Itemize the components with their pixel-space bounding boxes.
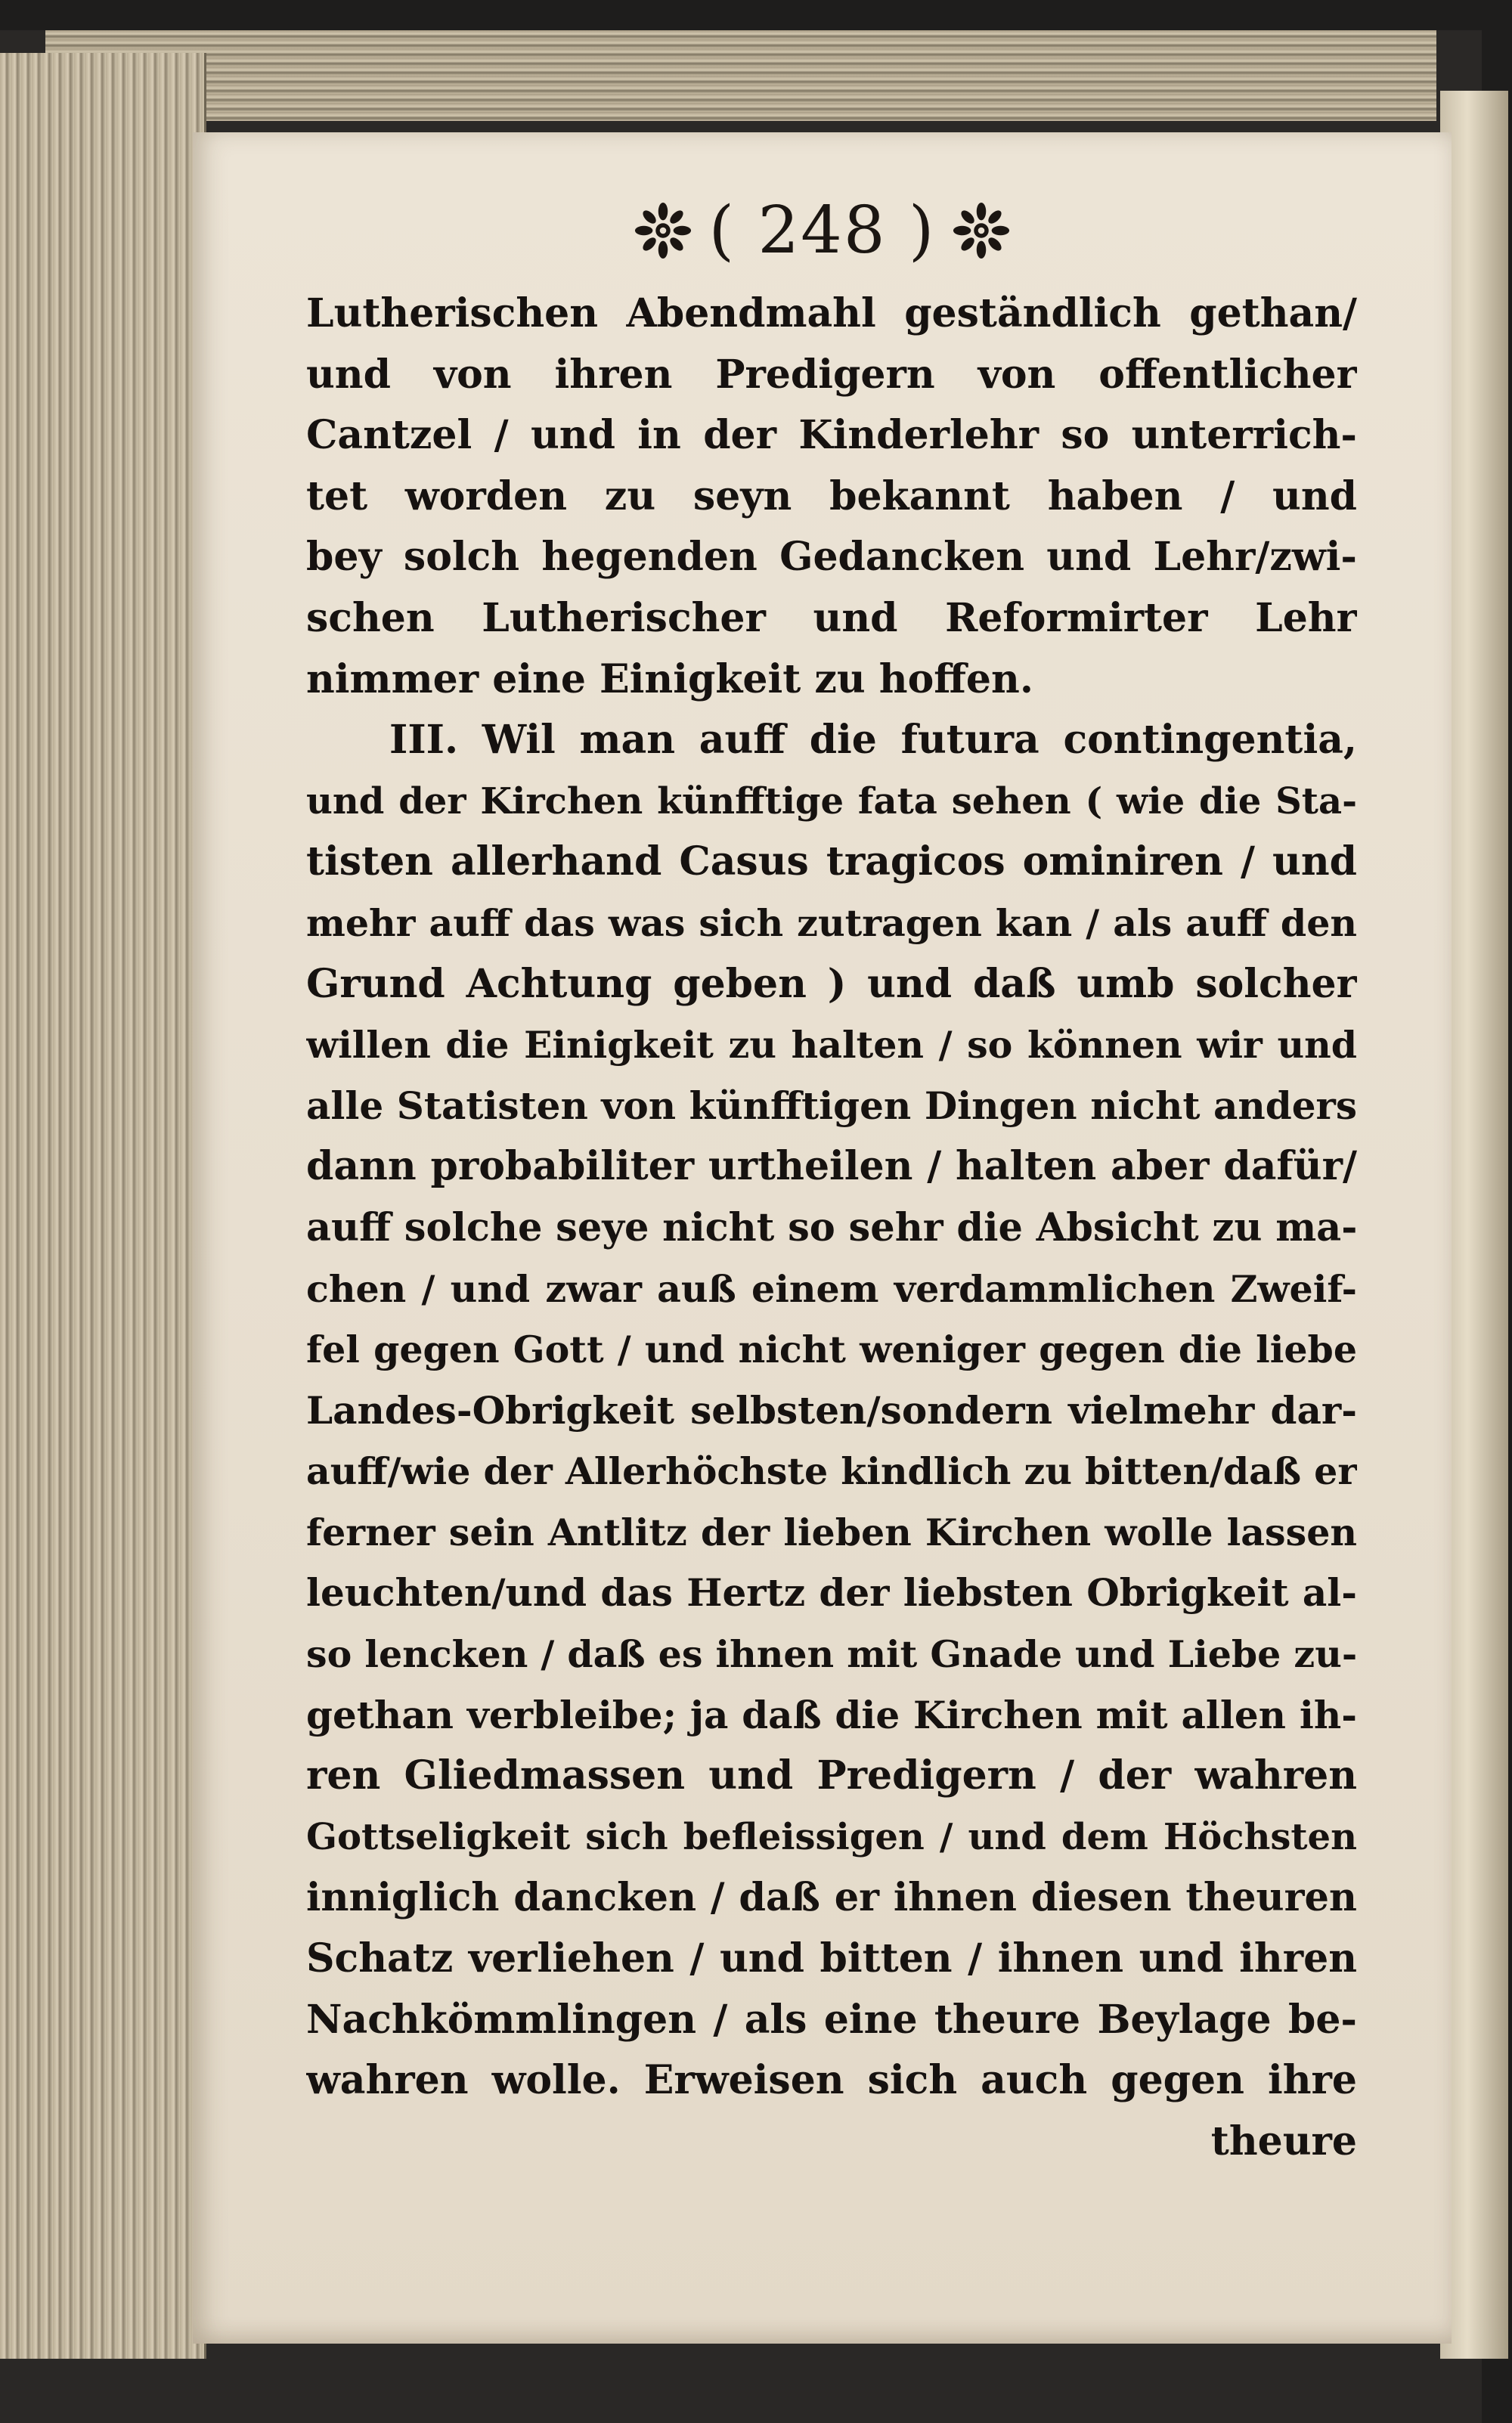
text-line: leuchten/und das Hertz der liebsten Obrigkeit al- xyxy=(306,1570,1357,1616)
text-line: Schatz verliehen / und bitten / ihnen und ihren xyxy=(306,1935,1357,1982)
catchword: theure xyxy=(1210,2118,1357,2164)
text-line: willen die Einigkeit zu halten / so können wir und xyxy=(306,1023,1357,1067)
text-line: Cantzel / und in der Kinderlehr so unterrich- xyxy=(306,412,1357,459)
text-line: ren Gliedmassen und Predigern / der wahren xyxy=(306,1752,1357,1799)
text-line: und von ihren Predigern von offentlicher xyxy=(306,351,1357,398)
text-line: Nachkömmlingen / als eine theure Beylage be- xyxy=(306,1996,1357,2043)
text-line: Lutherischen Abendmahl geständlich gethan/ xyxy=(306,290,1357,336)
rosette-ornament-icon xyxy=(634,201,692,260)
text-line: so lencken / daß es ihnen mit Gnade und Liebe zu- xyxy=(306,1632,1357,1677)
text-line: mehr auff das was sich zutragen kan / als auff den xyxy=(306,900,1357,945)
text-line: chen / und zwar auß einem verdammlichen Zweif- xyxy=(306,1266,1357,1311)
text-line: III. Wil man auff die futura contingentia, xyxy=(389,717,1357,764)
page-header xyxy=(193,185,1452,276)
text-line: gethan verbleibe; ja daß die Kirchen mit allen ih- xyxy=(306,1692,1357,1737)
text-line: auff/wie der Allerhöchste kindlich zu bitten/daß er xyxy=(306,1449,1357,1494)
paragraph-iii xyxy=(306,710,1357,2172)
page-number: ( 248 ) xyxy=(708,193,936,268)
text-line: inniglich dancken / daß er ihnen diesen theuren xyxy=(306,1875,1357,1921)
text-line: Landes-Obrigkeit selbsten/sondern vielmehr dar- xyxy=(306,1387,1357,1433)
text-line: alle Statisten von künfftigen Dingen nicht anders xyxy=(306,1083,1357,1128)
rosette-ornament-icon xyxy=(952,201,1011,260)
text-line: dann probabiliter urtheilen / halten aber dafür/ xyxy=(306,1143,1357,1190)
text-line: und der Kirchen künfftige fata sehen ( wie die Sta- xyxy=(306,779,1357,823)
left-page-edges xyxy=(0,53,206,2359)
text-line: tet worden zu seyn bekannt haben / und xyxy=(306,473,1357,519)
text-line: wahren wolle. Erweisen sich auch gegen ihre xyxy=(306,2057,1357,2104)
text-line: fel gegen Gott / und nicht weniger gegen die liebe xyxy=(306,1328,1357,1372)
text-line: nimmer eine Einigkeit zu hoffen. xyxy=(306,655,1033,702)
text-line: bey solch hegenden Gedancken und Lehr/zwi- xyxy=(306,534,1357,581)
text-line: tisten allerhand Casus tragicos ominiren / und xyxy=(306,838,1357,885)
top-page-edges xyxy=(45,30,1436,121)
text-line: Gottseligkeit sich befleissigen / und dem Höchsten xyxy=(306,1815,1357,1858)
text-line: schen Lutherischer und Reformirter Lehr xyxy=(306,594,1357,641)
text-line: auff solche seye nicht so sehr die Absicht zu ma- xyxy=(306,1204,1357,1250)
text-line: ferner sein Antlitz der lieben Kirchen wolle lassen xyxy=(306,1510,1357,1554)
book-page xyxy=(193,132,1452,2344)
text-line: Grund Achtung geben ) und daß umb solcher xyxy=(306,960,1357,1007)
paragraph-continuation xyxy=(306,284,1357,710)
body-text xyxy=(306,284,1357,2172)
